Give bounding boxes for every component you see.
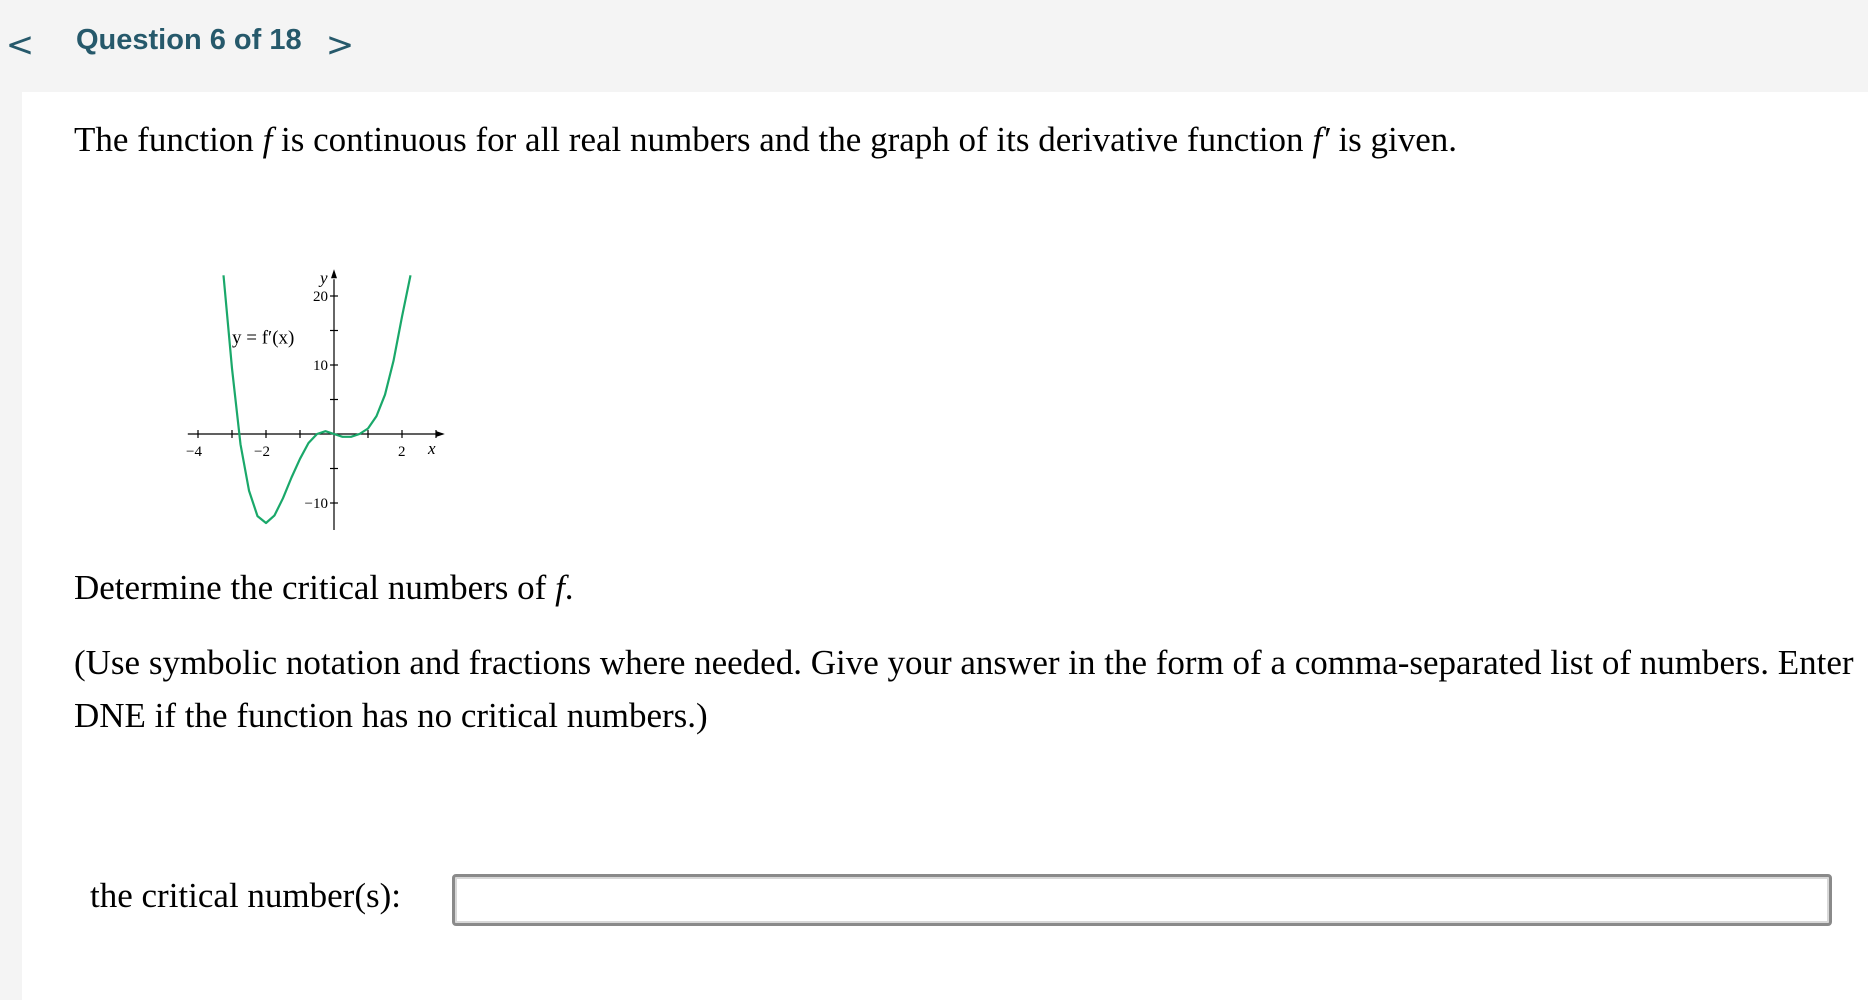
question-counter-title[interactable]: Question 6 of 18: [76, 24, 302, 56]
x-axis-label: x: [428, 439, 436, 458]
answer-instructions: (Use symbolic notation and fractions where needed. Give your answer in the form of a comma-separated list of numbers. Enter DNE if the function has no critical numbers.): [74, 643, 1854, 735]
y-axis-label: y: [320, 268, 328, 288]
derivative-graph: [172, 190, 542, 530]
answer-label: the critical number(s):: [90, 876, 401, 915]
x-tick-label: 2: [398, 444, 406, 460]
y-tick-label: −10: [304, 496, 328, 512]
y-tick-label: 20: [313, 289, 328, 305]
x-axis-arrow-icon: [436, 431, 445, 437]
x-tick-label: −2: [254, 444, 270, 460]
question-prompt: Determine the critical numbers of f.: [74, 568, 574, 607]
question-intro-text: The function f is continuous for all real numbers and the graph of its derivative function f′ is given.: [74, 120, 1458, 159]
question-nav-bar: [0, 0, 1868, 92]
x-tick-label: −4: [186, 444, 202, 460]
next-question-chevron-right-icon[interactable]: >: [325, 25, 355, 65]
y-axis-arrow-icon: [331, 269, 337, 278]
y-tick-label: 10: [313, 358, 328, 374]
question-card: [22, 92, 1868, 1000]
previous-question-chevron-left-icon[interactable]: <: [5, 25, 35, 65]
derivative-curve: [224, 275, 411, 523]
critical-numbers-answer-input[interactable]: [452, 874, 1832, 926]
curve-label: y = f′(x): [232, 327, 295, 349]
